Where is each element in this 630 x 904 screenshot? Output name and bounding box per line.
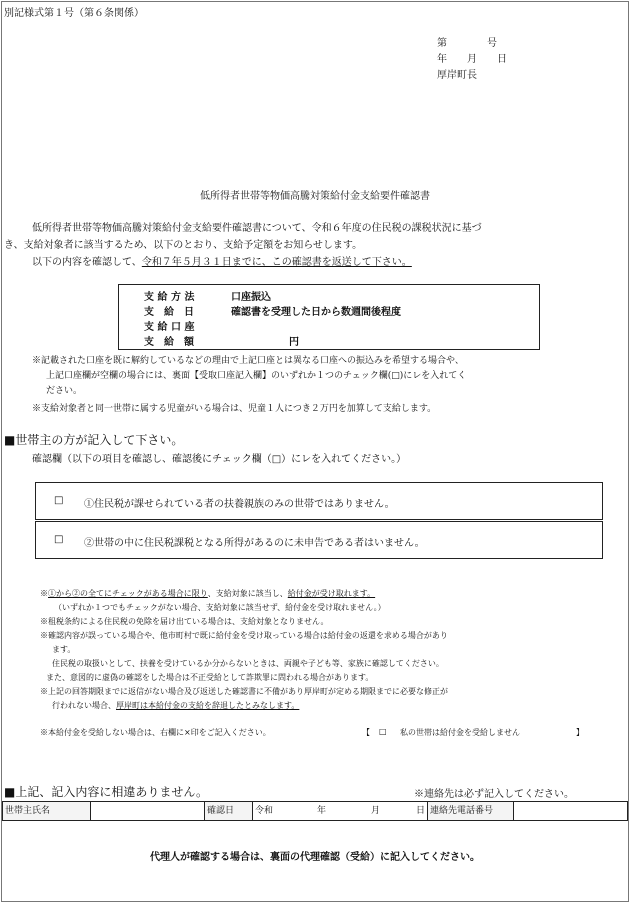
note-deadline-prefix: 行われない場合、: [52, 701, 116, 710]
issuer: 厚岸町長: [437, 70, 477, 81]
month-label: 月: [371, 806, 381, 816]
intro-line-3-prefix: 以下の内容を確認して、: [32, 257, 142, 268]
page-title: 低所得者世帯等物価高騰対策給付金支給要件確認書: [200, 191, 430, 202]
decline-checkbox[interactable]: □: [379, 727, 387, 736]
signature-row: [2, 801, 628, 821]
note-children: ※支給対象者と同一世帯に属する児童がいる場合は、児童１人につき２万円を加算して支給します。: [32, 404, 437, 414]
method-value: 口座振込: [231, 292, 271, 303]
return-deadline: 令和７年５月３１日までに、この確認書を返送して下さい。: [141, 257, 412, 268]
section-instruction: 確認欄（以下の項目を確認し、確認後にチェック欄（□）にレを入れてください。）: [32, 454, 407, 465]
note-tax-treaty: ※租税条約による住民税の免除を届け出ている場合は、支給対象となりません。: [40, 617, 329, 626]
form-id: 別記様式第１号（第６条関係）: [4, 8, 144, 19]
date-field-input[interactable]: [253, 802, 428, 820]
account-label: 支 給 口 座: [144, 322, 195, 333]
decline-label: 私の世帯は給付金を受給しません: [400, 728, 520, 737]
check-row-1[interactable]: [35, 482, 603, 520]
year-label: 年: [317, 806, 327, 816]
note-deadline-1: ※上記の回答期限までに返信がない場合及び返送した確認書に不備があり厚岸町が定める期限までに必要な修正が: [40, 687, 448, 696]
phone-input[interactable]: [514, 802, 627, 820]
date-label: 年 月 日: [437, 54, 507, 65]
intro-line-3: [32, 253, 412, 268]
note-error-2: ます。: [52, 645, 76, 654]
note-eligibility: [40, 588, 375, 599]
note-eligibility-result: 給付金が受け取れます。: [287, 589, 376, 598]
check-row-2[interactable]: [35, 521, 603, 559]
phone-label: 連絡先電話番号: [428, 802, 514, 820]
note-eligibility-mid: 、支給対象に該当し、: [207, 589, 288, 598]
check-box-2[interactable]: □: [54, 534, 64, 545]
intro-line-1: 低所得者世帯等物価高騰対策給付金支給要件確認書について、令和６年度の住民税の課税状況に基づ: [32, 223, 482, 234]
note-account-1: ※記載された口座を既に解約しているなどの理由で上記口座とは異なる口座への振込みを希望する場合や、: [32, 356, 464, 366]
name-input[interactable]: [91, 802, 205, 820]
note-fraud: また、意図的に虚偽の確認をした場合は不正受給として詐欺罪に問われる場合があります。: [46, 673, 374, 682]
note-eligibility-cond: ①から②の全てにチェックがある場合に限り: [48, 589, 208, 598]
amount-label: 支 給 額: [144, 337, 194, 348]
note-account-2: 上記口座欄が空欄の場合には、裏面【受取口座記入欄】のいずれか１つのチェック欄(□)にレを入れてく: [46, 371, 467, 381]
note-eligibility-mark: ※: [40, 589, 48, 598]
check-text-1: ①住民税が課せられている者の扶養親族のみの世帯ではありません。: [84, 499, 395, 510]
decline-close: 】: [576, 728, 584, 737]
note-dependency: 住民税の取扱いとして、扶養を受けているか分からないときは、両親や子ども等、家族に確認してください。: [52, 659, 444, 668]
note-no-check: （いずれか１つでもチェックがない場合、支給対象に該当せず、給付金を受け取れません。）: [54, 603, 386, 612]
method-label: 支 給 方 法: [144, 292, 195, 303]
note-deadline-waiver: 厚岸町は本給付金の支給を辞退したとみなします。: [116, 701, 300, 710]
decline-open: 【: [362, 728, 370, 737]
number-label: 第 号: [437, 38, 497, 49]
proxy-note: 代理人が確認する場合は、裏面の代理確認（受給）に記入してください。: [150, 852, 480, 863]
payment-box: [118, 284, 540, 350]
amount-unit: 円: [289, 337, 299, 348]
pay-date-value: 確認書を受理した日から数週間後程度: [231, 307, 401, 318]
contact-note: ※連絡先は必ず記入してください。: [414, 789, 574, 800]
note-account-3: ださい。: [46, 386, 83, 396]
pay-date-label: 支 給 日: [144, 307, 194, 318]
section-title: ■世帯主の方が記入して下さい。: [4, 433, 184, 447]
era-label: 令和: [255, 806, 274, 816]
decline-note: ※本給付金を受給しない場合は、右欄に×印をご記入ください。: [40, 728, 271, 737]
day-label: 日: [416, 806, 426, 816]
confirm-statement: ■上記、記入内容に相違ありません。: [4, 785, 209, 799]
check-text-2: ②世帯の中に住民税課税となる所得があるのに未申告である者はいません。: [84, 538, 425, 549]
document-page: [1, 1, 629, 902]
check-box-1[interactable]: □: [54, 495, 64, 506]
note-deadline-2: [52, 700, 299, 711]
name-label: 世帯主氏名: [3, 802, 91, 820]
intro-line-2: き、支給対象者に該当するため、以下のとおり、支給予定額をお知らせします。: [4, 240, 363, 251]
note-error-1: ※確認内容が誤っている場合や、他市町村で既に給付金を受け取っている場合は給付金の返還を求める場合があり: [40, 631, 448, 640]
date-field-label: 確認日: [205, 802, 253, 820]
